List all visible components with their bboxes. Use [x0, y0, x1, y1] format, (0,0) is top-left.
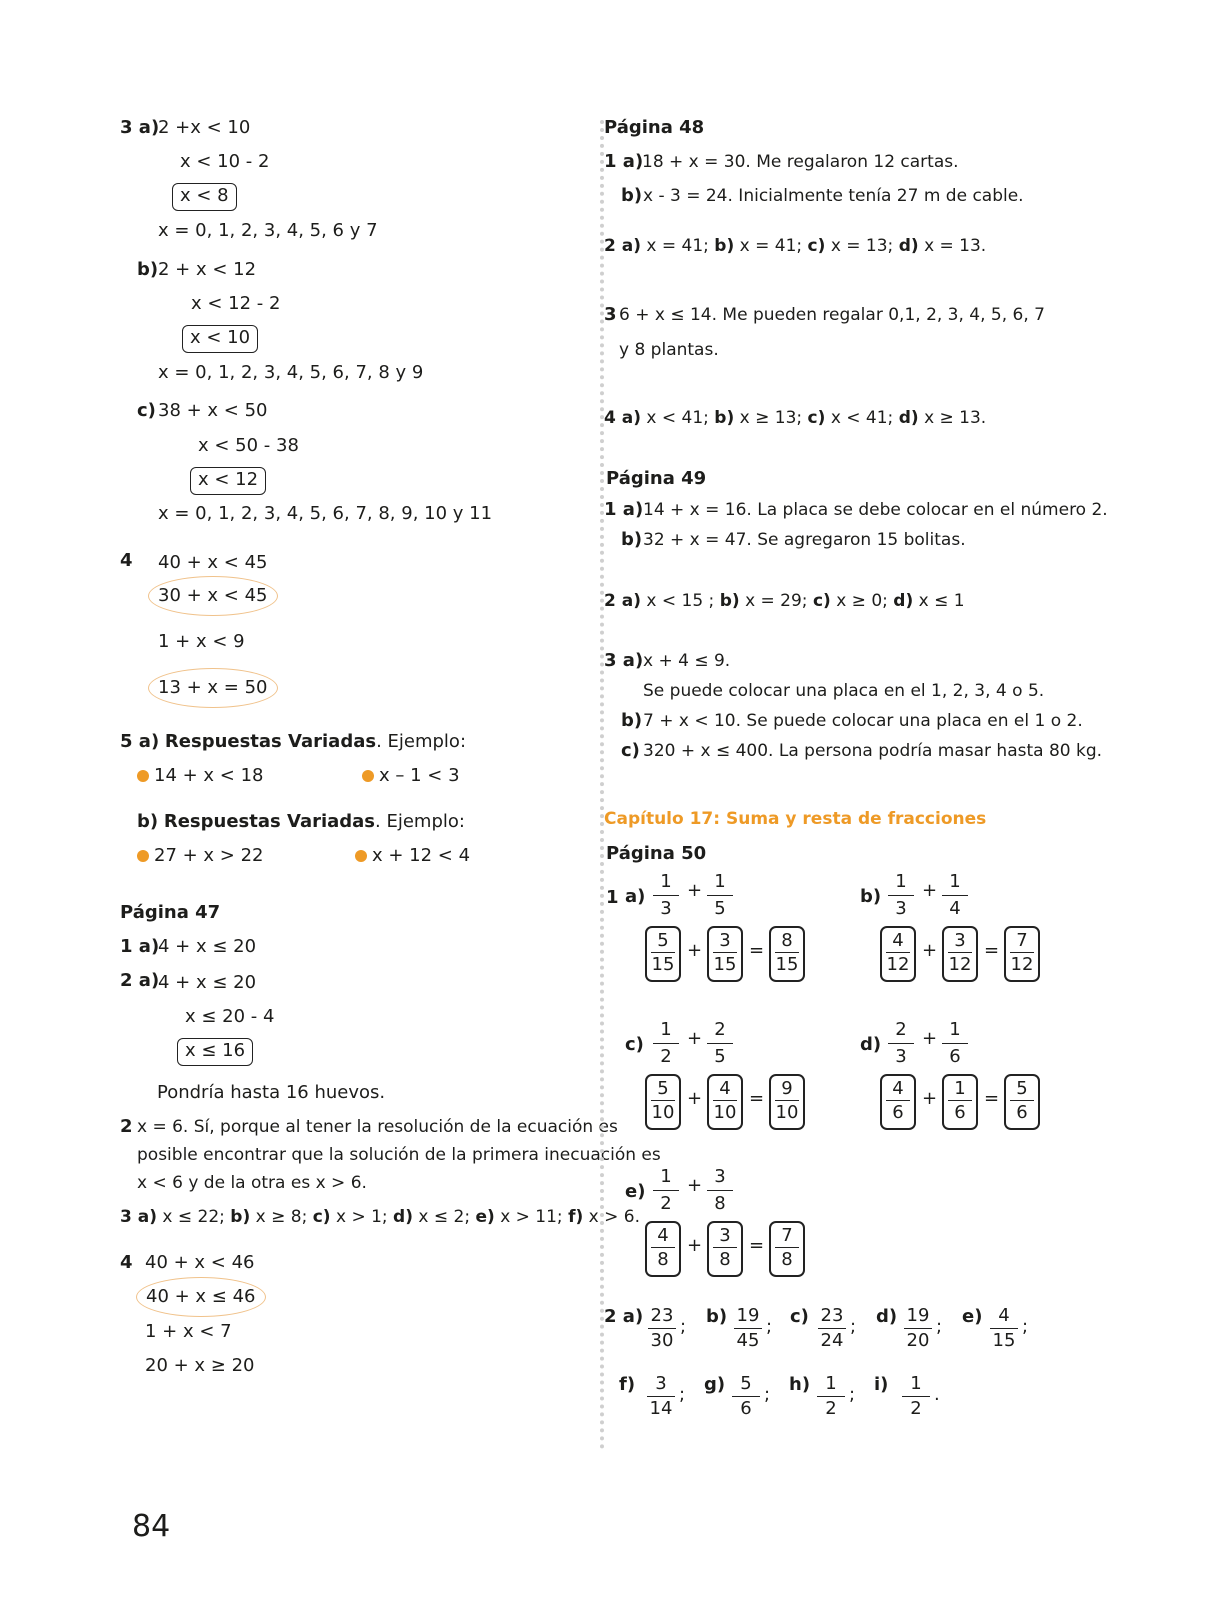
answer-fraction-denominator: 20 [906, 1330, 930, 1351]
boxed-equivalent-fraction-1-denominator: 15 [651, 954, 675, 975]
boxed-result-fraction [769, 1074, 805, 1130]
ex5a-heading [120, 731, 466, 753]
addend-fraction-1-denominator: 3 [895, 1046, 907, 1067]
ex3b-label: b) [137, 259, 159, 280]
boxed-equivalent-fraction-2-numerator: 3 [719, 1225, 731, 1246]
answer-fraction-bar [904, 1328, 932, 1329]
answer-fraction-bar [990, 1328, 1018, 1329]
answer-fraction-bar [818, 1328, 846, 1329]
addend-fraction-1-denominator: 3 [895, 898, 907, 919]
equals-sign: = [984, 940, 1000, 961]
boxed-equivalent-fraction-1-numerator: 4 [892, 930, 904, 951]
p47-e2b-line1: x = 6. Sí, porque al tener la resolución de la ecuación es [137, 1117, 618, 1137]
ex3c-label: c) [137, 400, 156, 421]
p47-e2b-line3: x < 6 y de la otra es x > 6. [137, 1173, 367, 1193]
answer-fraction-denominator: 2 [910, 1398, 922, 1419]
boxed-equivalent-fraction-1-denominator: 8 [657, 1249, 669, 1270]
answer-separator: ; [936, 1316, 943, 1337]
answer-fraction-denominator: 24 [820, 1330, 844, 1351]
addend-fraction-1 [886, 870, 916, 921]
answer-fraction-bar [902, 1396, 930, 1397]
boxed-equivalent-fraction-2-denominator: 8 [719, 1249, 731, 1270]
boxed-result-fraction [1004, 926, 1040, 982]
addend-fraction-1 [651, 1018, 681, 1069]
ex5a-rest: . Ejemplo: [376, 731, 467, 752]
p48-title: Página 48 [604, 117, 705, 138]
p47-e1: 4 + x ≤ 20 [158, 936, 257, 957]
fraction-item-label: b) [860, 886, 882, 907]
boxed-result-fraction-denominator: 15 [775, 954, 799, 975]
p49-e3c: 320 + x ≤ 400. La persona podría masar hasta 80 kg. [643, 741, 1103, 761]
addend-fraction-2-bar [707, 1190, 733, 1191]
answer-fraction-numerator: 23 [650, 1305, 674, 1326]
answer-separator: ; [849, 1384, 856, 1405]
addend-fraction-1-bar [888, 1043, 914, 1044]
answer-label: i) [874, 1374, 889, 1395]
p48-e3-label: 3 [604, 304, 617, 325]
answer-fraction-numerator: 4 [998, 1305, 1010, 1326]
p48-e2: 2 a) x = 41; b) x = 41; c) x = 13; d) x = 13. [604, 236, 987, 256]
boxed-equivalent-fraction-2 [707, 1221, 743, 1277]
boxed-equivalent-fraction-2-denominator: 12 [948, 954, 972, 975]
ex3a-boxed-result: x < 8 [172, 183, 237, 211]
addend-fraction-2-denominator: 6 [949, 1046, 961, 1067]
p47-e3: 3 a) x ≤ 22; b) x ≥ 8; c) x > 1; d) x ≤ 2; e) x > 11; f) x > 6. [120, 1207, 640, 1227]
p47-e2-answer: Pondría hasta 16 huevos. [157, 1082, 386, 1103]
p47-e2-line2: x ≤ 20 - 4 [185, 1006, 275, 1027]
p50-e2-label: 2 a) [604, 1306, 644, 1327]
ex5b-rest: . Ejemplo: [375, 811, 465, 832]
boxed-equivalent-fraction-2-denominator: 10 [713, 1102, 737, 1123]
p49-e1b: 32 + x = 47. Se agregaron 15 bolitas. [643, 530, 966, 550]
ex3c-boxed-result: x < 12 [190, 467, 266, 495]
answer-fraction [816, 1305, 848, 1352]
p47-e4-line3: 1 + x < 7 [145, 1321, 232, 1342]
p49-e3a-line2: Se puede colocar una placa en el 1, 2, 3, 4 o 5. [643, 681, 1045, 701]
addend-fraction-1 [886, 1018, 916, 1069]
answer-fraction-denominator: 45 [736, 1330, 760, 1351]
boxed-equivalent-fraction-1 [880, 1074, 916, 1130]
p49-title: Página 49 [606, 468, 707, 489]
plus-sign: + [687, 1175, 703, 1196]
ex4-label: 4 [120, 550, 133, 571]
ex3b-line2: x < 12 - 2 [191, 293, 281, 314]
boxed-result-fraction-numerator: 5 [1016, 1078, 1028, 1099]
boxed-result-fraction-denominator: 10 [775, 1102, 799, 1123]
ex3a-line2: x < 10 - 2 [180, 151, 270, 172]
p49-e3-label: 3 a) [604, 650, 644, 671]
boxed-equivalent-fraction-1-numerator: 5 [657, 930, 669, 951]
p47-e4-label: 4 [120, 1252, 133, 1273]
ex3c-solution: x = 0, 1, 2, 3, 4, 5, 6, 7, 8, 9, 10 y 11 [158, 503, 493, 524]
boxed-equivalent-fraction-2-numerator: 3 [954, 930, 966, 951]
answer-fraction [645, 1373, 677, 1420]
boxed-equivalent-fraction-1-denominator: 6 [892, 1102, 904, 1123]
answer-fraction-numerator: 3 [655, 1373, 667, 1394]
ex4-line3: 1 + x < 9 [158, 631, 245, 652]
addend-fraction-1-numerator: 1 [660, 871, 672, 892]
p47-e4-line4: 20 + x ≥ 20 [145, 1355, 255, 1376]
answer-fraction-denominator: 2 [825, 1398, 837, 1419]
answer-fraction-numerator: 5 [740, 1373, 752, 1394]
bullet-dot-icon [362, 770, 374, 782]
addend-fraction-1-numerator: 1 [660, 1166, 672, 1187]
boxed-equivalent-fraction-2 [942, 1074, 978, 1130]
ex3a-label: 3 a) [120, 117, 160, 138]
ex4-line1: 40 + x < 45 [158, 552, 268, 573]
addend-fraction-1-bar [653, 895, 679, 896]
boxed-equivalent-fraction-1 [645, 1221, 681, 1277]
fraction-item-label: e) [625, 1181, 646, 1202]
addend-fraction-2-denominator: 5 [714, 898, 726, 919]
answer-separator: ; [766, 1316, 773, 1337]
ex5a-item2: x – 1 < 3 [362, 765, 460, 787]
answer-fraction-bar [734, 1328, 762, 1329]
answer-fraction-numerator: 1 [910, 1373, 922, 1394]
p48-e4: 4 a) x < 41; b) x ≥ 13; c) x < 41; d) x ≥ 13. [604, 408, 987, 428]
p47-e2-boxed-result: x ≤ 16 [177, 1038, 253, 1066]
addend-fraction-2 [705, 1018, 735, 1069]
answer-fraction-numerator: 19 [736, 1305, 760, 1326]
bullet-dot-icon [355, 850, 367, 862]
answer-fraction [815, 1373, 847, 1420]
p50-title: Página 50 [606, 843, 707, 864]
addend-fraction-2-numerator: 1 [714, 871, 726, 892]
answer-fraction-bar [647, 1396, 675, 1397]
boxed-equivalent-fraction-2-numerator: 1 [954, 1078, 966, 1099]
answer-fraction-numerator: 1 [825, 1373, 837, 1394]
p47-title: Página 47 [120, 902, 221, 923]
addend-fraction-1-numerator: 1 [895, 871, 907, 892]
boxed-equivalent-fraction-2 [707, 926, 743, 982]
p47-e4-line1: 40 + x < 46 [145, 1252, 255, 1273]
addend-fraction-1-numerator: 1 [660, 1019, 672, 1040]
p48-e1-label: 1 a) [604, 151, 644, 172]
boxed-equivalent-fraction-1 [880, 926, 916, 982]
answer-fraction [732, 1305, 764, 1352]
boxed-equivalent-fraction-1-numerator: 5 [657, 1078, 669, 1099]
addend-fraction-2-bar [707, 1043, 733, 1044]
fraction-item-label: d) [860, 1034, 882, 1055]
p47-e1-label: 1 a) [120, 936, 160, 957]
p47-e4-circled-line2: 40 + x ≤ 46 [136, 1277, 266, 1317]
ex5a-bold: Respuestas Variadas [164, 731, 377, 752]
boxed-result-fraction [1004, 1074, 1040, 1130]
boxed-result-fraction-denominator: 8 [781, 1249, 793, 1270]
addend-fraction-1-bar [653, 1043, 679, 1044]
p47-e2b-line2: posible encontrar que la solución de la primera inecuación es [137, 1145, 661, 1165]
ex4-circled-line4: 13 + x = 50 [148, 668, 278, 708]
boxed-result-fraction-numerator: 8 [781, 930, 793, 951]
boxed-result-fraction [769, 1221, 805, 1277]
answer-separator: ; [850, 1316, 857, 1337]
boxed-equivalent-fraction-2 [942, 926, 978, 982]
ex3b-solution: x = 0, 1, 2, 3, 4, 5, 6, 7, 8 y 9 [158, 362, 424, 383]
p49-e1b-label: b) [621, 529, 643, 550]
answer-separator: ; [1022, 1316, 1029, 1337]
boxed-equivalent-fraction-1 [645, 1074, 681, 1130]
boxed-equivalent-fraction-2-denominator: 15 [713, 954, 737, 975]
answer-fraction-bar [732, 1396, 760, 1397]
answer-separator: ; [679, 1384, 686, 1405]
plus-sign: + [687, 1028, 703, 1049]
addend-fraction-1-denominator: 2 [660, 1193, 672, 1214]
equals-sign: = [749, 940, 765, 961]
answer-fraction [646, 1305, 678, 1352]
p48-e3-line2: y 8 plantas. [619, 340, 719, 360]
addend-fraction-1-bar [653, 1190, 679, 1191]
ex3a-solution: x = 0, 1, 2, 3, 4, 5, 6 y 7 [158, 220, 378, 241]
addend-fraction-1 [651, 1165, 681, 1216]
ex5b-label: b) [137, 811, 159, 832]
boxed-result-fraction-numerator: 7 [781, 1225, 793, 1246]
ex4-circled-line2: 30 + x < 45 [148, 576, 278, 616]
answer-fraction-numerator: 23 [820, 1305, 844, 1326]
answer-fraction-bar [648, 1328, 676, 1329]
ex5b-heading [137, 811, 465, 833]
boxed-equivalent-fraction-2-denominator: 6 [954, 1102, 966, 1123]
addend-fraction-2 [705, 1165, 735, 1216]
boxed-result-fraction-denominator: 12 [1010, 954, 1034, 975]
p49-e3a-line1: x + 4 ≤ 9. [643, 651, 731, 671]
answer-fraction-bar [817, 1396, 845, 1397]
addend-fraction-2 [940, 870, 970, 921]
answer-label: e) [962, 1306, 983, 1327]
answer-separator: ; [764, 1384, 771, 1405]
ex5a-label: 5 a) [120, 731, 160, 752]
fraction-item-label: a) [625, 886, 646, 907]
answer-fraction [988, 1305, 1020, 1352]
addend-fraction-2-denominator: 4 [949, 898, 961, 919]
answer-label: g) [704, 1374, 726, 1395]
page-number: 84 [132, 1509, 171, 1544]
addend-fraction-1 [651, 870, 681, 921]
answer-label: d) [876, 1306, 898, 1327]
plus-sign: + [922, 940, 938, 961]
addend-fraction-1-numerator: 2 [895, 1019, 907, 1040]
ex5b-bold: Respuestas Variadas [163, 811, 376, 832]
addend-fraction-2-bar [707, 895, 733, 896]
boxed-equivalent-fraction-1-denominator: 10 [651, 1102, 675, 1123]
p48-e1b-label: b) [621, 185, 643, 206]
bullet-dot-icon [137, 770, 149, 782]
chapter-title: Capítulo 17: Suma y resta de fracciones [604, 809, 987, 829]
ex3c-line1: 38 + x < 50 [158, 400, 268, 421]
p49-e3b: 7 + x < 10. Se puede colocar una placa en el 1 o 2. [643, 711, 1083, 731]
answer-fraction [900, 1373, 932, 1420]
addend-fraction-2-numerator: 3 [714, 1166, 726, 1187]
plus-sign: + [922, 1028, 938, 1049]
ex5a-item1: 14 + x < 18 [137, 765, 264, 787]
answer-fraction-denominator: 15 [992, 1330, 1016, 1351]
addend-fraction-2-numerator: 1 [949, 871, 961, 892]
addend-fraction-2-denominator: 8 [714, 1193, 726, 1214]
boxed-equivalent-fraction-1-denominator: 12 [886, 954, 910, 975]
boxed-equivalent-fraction-2-numerator: 3 [719, 930, 731, 951]
boxed-result-fraction [769, 926, 805, 982]
p47-e2-label: 2 a) [120, 970, 160, 991]
addend-fraction-2-bar [942, 895, 968, 896]
addend-fraction-1-denominator: 3 [660, 898, 672, 919]
ex3c-line2: x < 50 - 38 [198, 435, 299, 456]
boxed-equivalent-fraction-2-numerator: 4 [719, 1078, 731, 1099]
answer-fraction-denominator: 30 [650, 1330, 674, 1351]
p49-e3c-label: c) [621, 740, 640, 761]
plus-sign: + [687, 880, 703, 901]
ex3b-boxed-result: x < 10 [182, 325, 258, 353]
answer-separator: . [934, 1384, 940, 1405]
equals-sign: = [749, 1235, 765, 1256]
answer-fraction-numerator: 19 [906, 1305, 930, 1326]
equals-sign: = [984, 1088, 1000, 1109]
answer-separator: ; [680, 1316, 687, 1337]
boxed-equivalent-fraction-1-numerator: 4 [657, 1225, 669, 1246]
ex3a-line1: 2 +x < 10 [158, 117, 251, 138]
plus-sign: + [687, 1235, 703, 1256]
p50-e1-label: 1 [606, 887, 619, 908]
addend-fraction-2-numerator: 2 [714, 1019, 726, 1040]
addend-fraction-1-bar [888, 895, 914, 896]
answer-label: f) [619, 1374, 636, 1395]
addend-fraction-1-denominator: 2 [660, 1046, 672, 1067]
answer-fraction-denominator: 14 [649, 1398, 673, 1419]
answer-label: c) [790, 1306, 809, 1327]
p49-e1-label: 1 a) [604, 499, 644, 520]
p48-e1b: x - 3 = 24. Inicialmente tenía 27 m de cable. [643, 186, 1024, 206]
ex5b-item2: x + 12 < 4 [355, 845, 470, 867]
answer-fraction [730, 1373, 762, 1420]
boxed-result-fraction-numerator: 9 [781, 1078, 793, 1099]
addend-fraction-2-bar [942, 1043, 968, 1044]
boxed-result-fraction-denominator: 6 [1016, 1102, 1028, 1123]
boxed-equivalent-fraction-1-numerator: 4 [892, 1078, 904, 1099]
bullet-dot-icon [137, 850, 149, 862]
equals-sign: = [749, 1088, 765, 1109]
plus-sign: + [922, 1088, 938, 1109]
addend-fraction-2-numerator: 1 [949, 1019, 961, 1040]
ex5b-item1: 27 + x > 22 [137, 845, 264, 867]
p49-e2: 2 a) x < 15 ; b) x = 29; c) x ≥ 0; d) x ≤ 1 [604, 591, 965, 611]
addend-fraction-2 [705, 870, 735, 921]
answer-label: b) [706, 1306, 728, 1327]
boxed-equivalent-fraction-2 [707, 1074, 743, 1130]
fraction-item-label: c) [625, 1034, 644, 1055]
answer-label: h) [789, 1374, 811, 1395]
p48-e3-line1: 6 + x ≤ 14. Me pueden regalar 0,1, 2, 3, 4, 5, 6, 7 [619, 305, 1045, 325]
boxed-equivalent-fraction-1 [645, 926, 681, 982]
boxed-result-fraction-numerator: 7 [1016, 930, 1028, 951]
p47-e2b-label: 2 [120, 1116, 133, 1137]
plus-sign: + [687, 1088, 703, 1109]
plus-sign: + [922, 880, 938, 901]
addend-fraction-2-denominator: 5 [714, 1046, 726, 1067]
addend-fraction-2 [940, 1018, 970, 1069]
answer-fraction-denominator: 6 [740, 1398, 752, 1419]
p49-e1a: 14 + x = 16. La placa se debe colocar en el número 2. [643, 500, 1108, 520]
answer-fraction [902, 1305, 934, 1352]
plus-sign: + [687, 940, 703, 961]
p47-e2-line1: 4 + x ≤ 20 [158, 972, 257, 993]
p49-e3b-label: b) [621, 710, 643, 731]
p48-e1a: 18 + x = 30. Me regalaron 12 cartas. [642, 152, 959, 172]
ex3b-line1: 2 + x < 12 [158, 259, 257, 280]
